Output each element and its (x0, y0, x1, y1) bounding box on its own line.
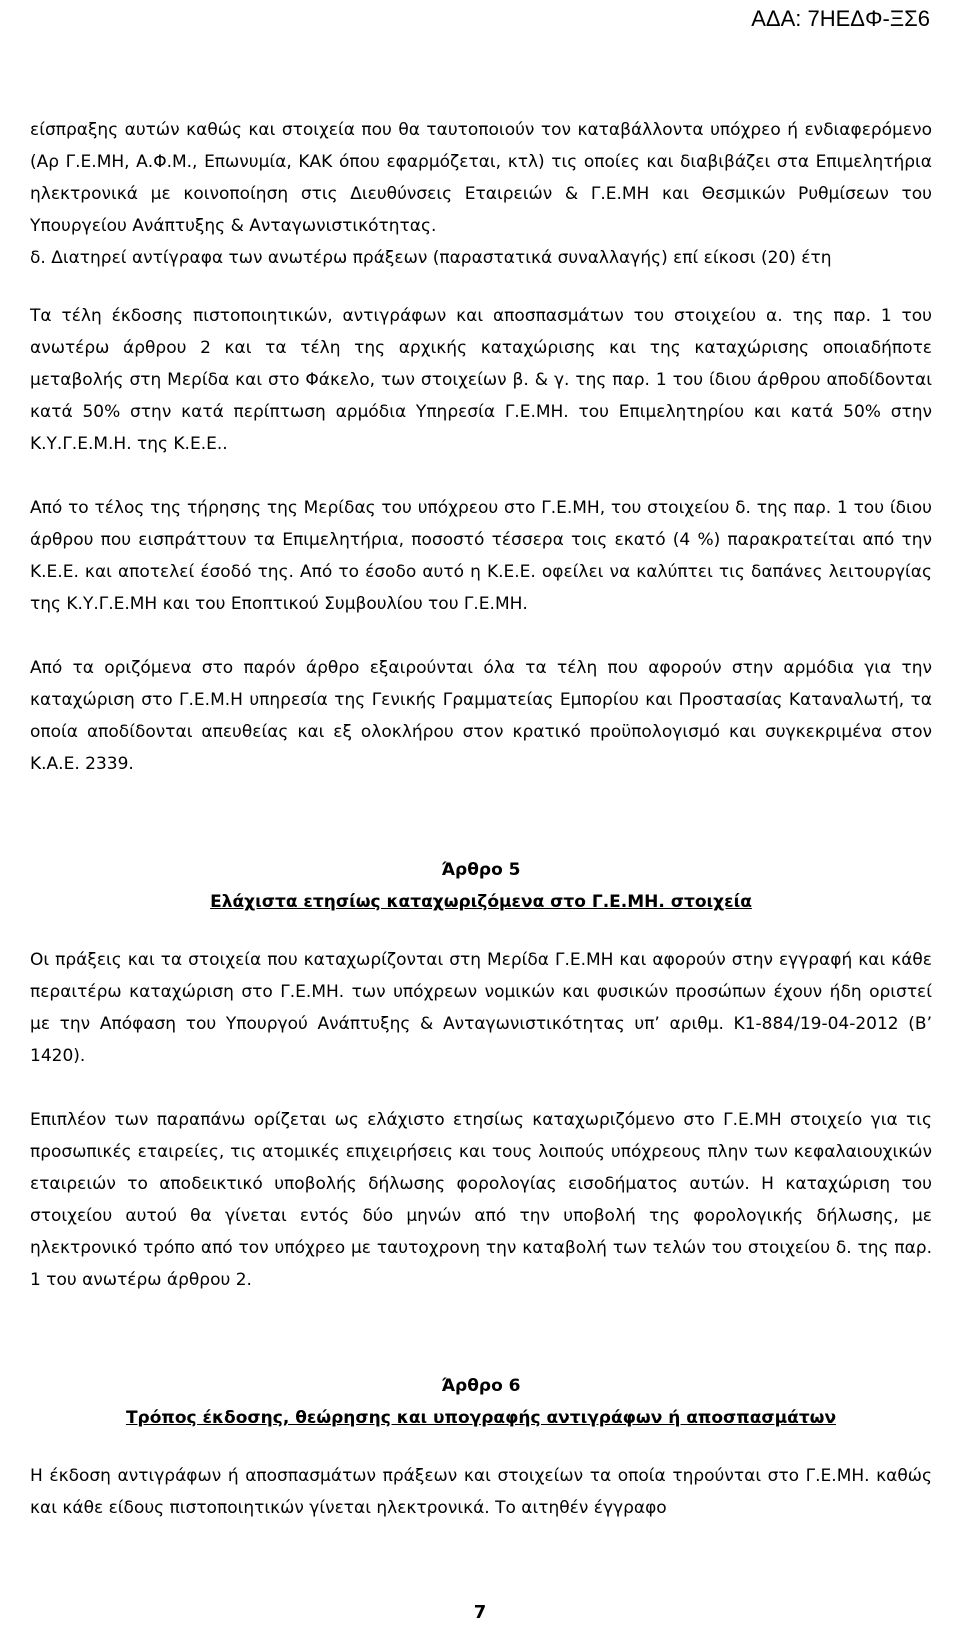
document-body (30, 114, 932, 1524)
article-5-paragraph-2: Επιπλέον των παραπάνω ορίζεται ως ελάχιστο ετησίως καταχωριζόμενο στο Γ.Ε.ΜΗ στοιχείο για τις προσωπικές εταιρείες, τις ατομικές επιχειρήσεις και τους λοιπούς υπόχρεους πλην των κεφαλαιουχικών εταιρειών το αποδεικτικό υποβολής δήλωσης φορολογίας εισοδήματος αυτών. Η καταχώριση του στοιχείου αυτού θα γίνεται εντός δύο μηνών από την υποβολή της φορολογικής δήλωσης, με ηλεκτρονικό τρόπο από τον υπόχρεο με ταυτοχρονη την καταβολή των τελών του στοιχείου δ. της παρ. 1 του ανωτέρω άρθρου 2. (30, 1110, 932, 1290)
article-5-number: Άρθρο 5 (441, 860, 521, 880)
article-6-paragraph-1: Η έκδοση αντιγράφων ή αποσπασμάτων πράξεων και στοιχείων τα οποία τηρούνται στο Γ.Ε.ΜΗ. καθώς και κάθε είδους πιστοποιητικών γίνεται ηλεκτρονικά. Το αιτηθέν έγγραφο (30, 1466, 932, 1518)
paragraph-fee-allocation: Τα τέλη έκδοσης πιστοποιητικών, αντιγράφων και αποσπασμάτων του στοιχείου α. της παρ. 1 του ανωτέρω άρθρου 2 και τα τέλη της αρχικής καταχώρισης και της καταχώρισης οποιαδήποτε μεταβολής στη Μερίδα και στο Φάκελο, των στοιχείων β. & γ. της παρ. 1 του ίδιου άρθρου αποδίδονται κατά 50% στην κατά περίπτωση αρμόδια Υπηρεσία Γ.Ε.ΜΗ. του Επιμελητηρίου και κατά 50% στην Κ.Υ.Γ.Ε.Μ.Η. της Κ.Ε.Ε.. (30, 306, 932, 454)
paragraph-exemptions: Από τα οριζόμενα στο παρόν άρθρο εξαιρούνται όλα τα τέλη που αφορούν στην αρμόδια για την καταχώριση στο Γ.Ε.Μ.Η υπηρεσία της Γενικής Γραμματείας Εμπορίου και Προστασίας Καταναλωτή, τα οποία αποδίδονται απευθείας και εξ ολοκλήρου στον κρατικό προϋπολογισμό και συγκεκριμένα στον Κ.Α.Ε. 2339. (30, 658, 932, 774)
article-6-number: Άρθρο 6 (441, 1376, 521, 1396)
article-6-title: Τρόπος έκδοσης, θεώρησης και υπογραφής αντιγράφων ή αποσπασμάτων (125, 1408, 837, 1428)
paragraph-maintenance-fee: Από το τέλος της τήρησης της Μερίδας του υπόχρεου στο Γ.Ε.ΜΗ, του στοιχείου δ. της παρ. 1 του ίδιου άρθρου που εισπράττουν τα Επιμελητήρια, ποσοστό τέσσερα τοις εκατό (4 %) παρακρατείται από την Κ.Ε.Ε. και αποτελεί έσοδό της. Από το έσοδο αυτό η Κ.Ε.Ε. οφείλει να καλύπτει τις δαπάνες λειτουργίας της Κ.Υ.Γ.Ε.ΜΗ και του Εποπτικού Συμβουλίου του Γ.Ε.ΜΗ. (30, 498, 932, 614)
page-number: 7 (473, 1602, 487, 1623)
document-ada-code: ΑΔΑ: 7ΗΕΔΦ-ΞΣ6 (751, 6, 930, 31)
article-5-paragraph-1: Οι πράξεις και τα στοιχεία που καταχωρίζονται στη Μερίδα Γ.Ε.ΜΗ και αφορούν στην εγγραφή και κάθε περαιτέρω καταχώριση στο Γ.Ε.ΜΗ. των υπόχρεων νομικών και φυσικών προσώπων έχουν ήδη οριστεί με την Απόφαση του Υπουργού Ανάπτυξης & Ανταγωνιστικότητας υπ’ αριθμ. Κ1-884/19-04-2012 (Β’ 1420). (30, 950, 932, 1066)
paragraph-retains-copies: δ. Διατηρεί αντίγραφα των ανωτέρω πράξεων (παραστατικά συναλλαγής) επί είκοσι (20) έτη (30, 248, 832, 268)
article-5-title: Ελάχιστα ετησίως καταχωριζόμενα στο Γ.Ε.ΜΗ. στοιχεία (210, 892, 752, 912)
paragraph-fee-collection: είσπραξης αυτών καθώς και στοιχεία που θα ταυτοποιούν τον καταβάλλοντα υπόχρεο ή ενδιαφερόμενο (Αρ Γ.Ε.ΜΗ, Α.Φ.Μ., Επωνυμία, ΚΑΚ όπου εφαρμόζεται, κτλ) τις οποίες και διαβιβάζει στα Επιμελητήρια ηλεκτρονικά με κοινοποίηση στις Διευθύνσεις Εταιρειών & Γ.Ε.ΜΗ και Θεσμικών Ρυθμίσεων του Υπουργείου Ανάπτυξης & Ανταγωνιστικότητας. (30, 120, 932, 236)
